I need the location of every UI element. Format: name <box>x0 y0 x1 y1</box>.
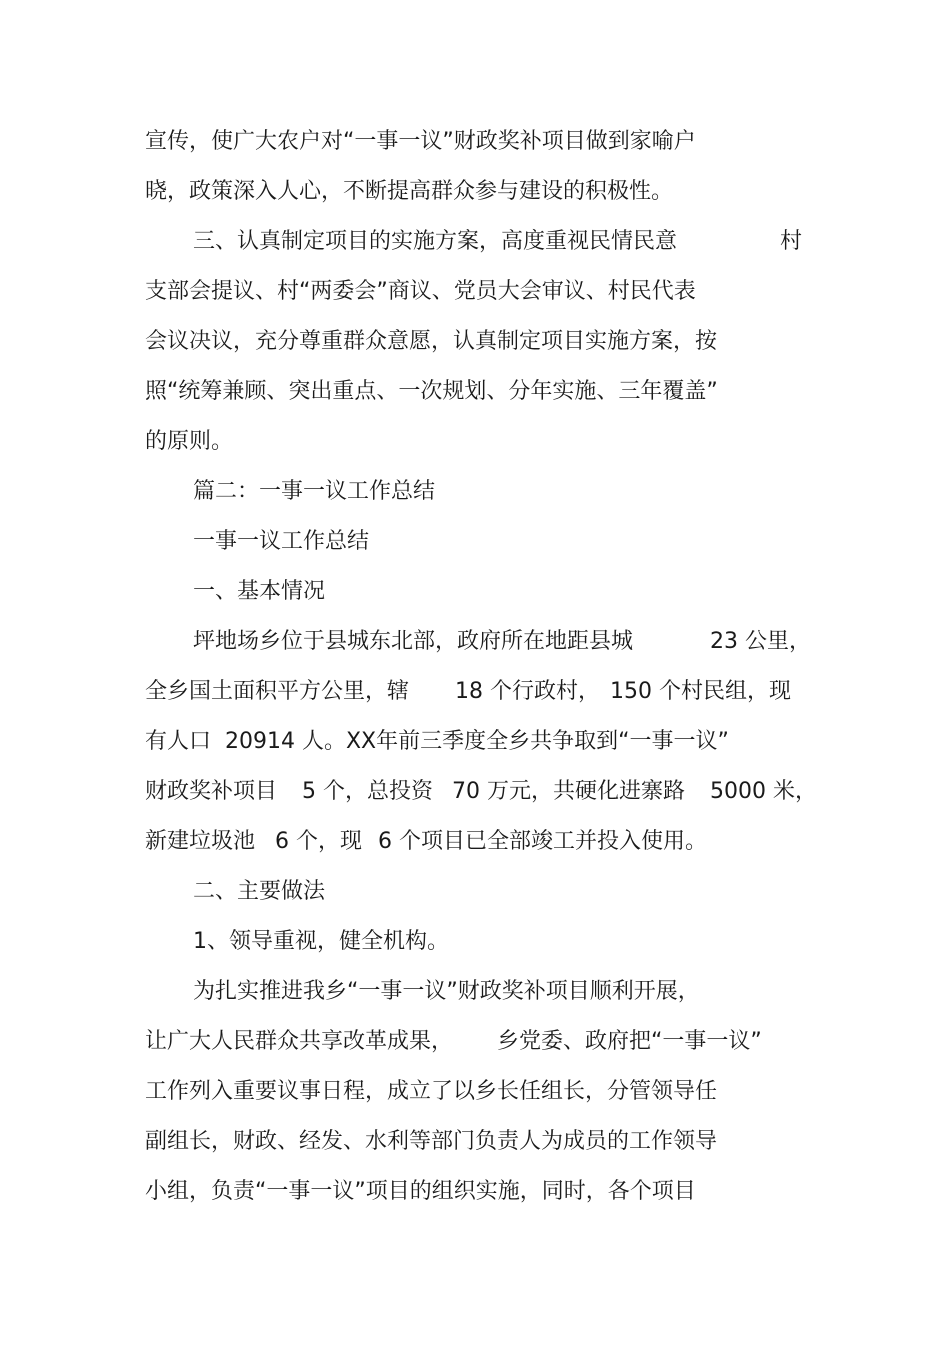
text-line: 宣传，使广大农户对“一事一议”财政奖补项目做到家喻户 <box>145 129 696 154</box>
text-line: 6 个，现 <box>275 829 362 854</box>
section-heading: 篇二：一事一议工作总结 <box>193 479 436 504</box>
text-line: 6 个项目已全部竣工并投入使用。 <box>378 829 707 854</box>
text-line: 新建垃圾池 <box>145 829 256 854</box>
text-line: 5000 米， <box>710 779 817 804</box>
text-line: 会议决议，充分尊重群众意愿，认真制定项目实施方案，按 <box>145 329 718 354</box>
text-line: 150 个村民组，现 <box>610 679 791 704</box>
text-line: 财政奖补项目 <box>145 779 278 804</box>
text-line: 23 公里， <box>710 629 811 654</box>
text-line: 照“统筹兼顾、突出重点、一次规划、分年实施、三年覆盖” <box>145 379 718 404</box>
text-line: 为扎实推进我乡“一事一议”财政奖补项目顺利开展， <box>193 979 700 1004</box>
text-line: 乡党委、政府把“一事一议” <box>497 1029 762 1054</box>
text-line: 让广大人民群众共享改革成果， <box>145 1029 454 1054</box>
text-line: 有人口 20914 人。XX年前三季度全乡共争取到“一事一议” <box>145 729 729 754</box>
text-line: 工作列入重要议事日程，成立了以乡长任组长，分管领导任 <box>145 1079 718 1104</box>
section-heading: 一、基本情况 <box>193 579 326 604</box>
section-heading: 二、主要做法 <box>193 879 326 904</box>
text-line: 的原则。 <box>145 429 234 454</box>
text-line: 小组，负责“一事一议”项目的组织实施，同时，各个项目 <box>145 1179 696 1204</box>
text-line: 坪地场乡位于县城东北部，政府所在地距县城 <box>193 629 634 654</box>
text-line: 支部会提议、村“两委会”商议、党员大会审议、村民代表 <box>145 279 696 304</box>
document-title: 一事一议工作总结 <box>193 529 370 554</box>
text-line: 晓，政策深入人心，不断提高群众参与建设的积极性。 <box>145 179 674 204</box>
text-line: 5 个，总投资 <box>302 779 433 804</box>
text-line: 18 个行政村， <box>455 679 600 704</box>
text-line: 三、认真制定项目的实施方案，高度重视民情民意 <box>193 229 678 254</box>
text-line: 70 万元，共硬化进寨路 <box>452 779 685 804</box>
text-line: 全乡国土面积平方公里，辖 <box>145 679 410 704</box>
text-line: 村 <box>780 229 803 254</box>
subsection-heading: 1、领导重视，健全机构。 <box>193 929 449 954</box>
text-line: 副组长，财政、经发、水利等部门负责人为成员的工作领导 <box>145 1129 718 1154</box>
